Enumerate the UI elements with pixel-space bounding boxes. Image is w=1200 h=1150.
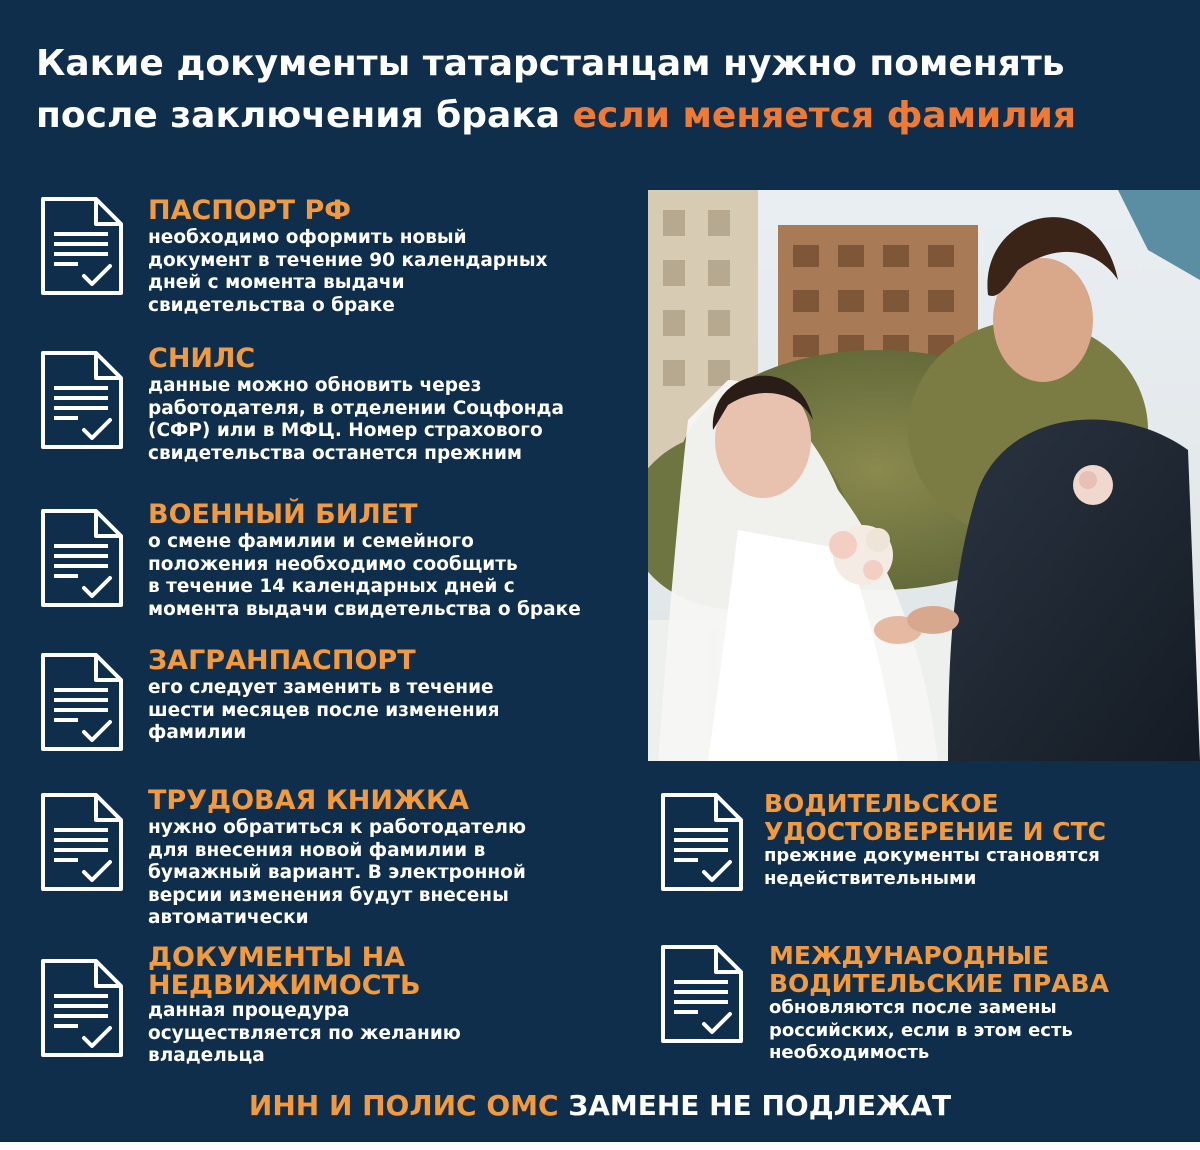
title-line: ВОДИТЕЛЬСКИЕ ПРАВА [769,969,1109,998]
title-line: УДОСТОВЕРЕНИЕ И СТС [764,817,1106,846]
description-line: работодателя, в отделении Соцфонда [148,397,564,419]
document-check-icon [40,652,124,752]
item-description [148,817,526,930]
item-title [769,942,1109,998]
description-line: данная процедура [148,1000,350,1021]
item-description [764,845,1100,890]
description-line: фамилии [148,722,247,743]
document-check-icon [40,196,124,296]
item-description [148,531,581,621]
item-description [148,375,564,465]
item-title [148,944,421,1000]
item-description [148,677,500,745]
document-check-icon [40,958,124,1058]
item-title: ЗАГРАНПАСПОРТ [148,645,416,676]
footer-accent: ИНН И ПОЛИС ОМС [248,1089,559,1122]
description-line: для внесения новой фамилии в [148,839,486,861]
description-line: бумажный вариант. В электронной [148,862,526,883]
description-line: в течение 14 календарных дней с [148,576,515,597]
document-check-icon [40,508,124,608]
title-line: ВОДИТЕЛЬСКОЕ [764,789,999,818]
description-line: дней с момента выдачи [148,272,405,293]
document-check-icon [660,792,744,892]
description-line: (СФР) или в МФЦ. Номер страхового [148,420,543,441]
description-line: осуществляется по желанию [148,1022,461,1044]
description-line: автоматически [148,907,309,928]
title-line: НЕДВИЖИМОСТЬ [148,970,421,1001]
title-line: МЕЖДУНАРОДНЫЕ [769,941,1050,970]
page-title [36,38,1176,142]
item-title [764,790,1106,846]
description-line: документ в течение 90 календарных [148,249,548,271]
description-line: нужно обратиться к работодателю [148,817,526,838]
item-title: ВОЕННЫЙ БИЛЕТ [148,499,418,530]
item-description [148,1000,461,1068]
description-line: российских, если в этом есть [769,1019,1073,1041]
document-check-icon [40,792,124,892]
description-line: владельца [148,1045,265,1066]
description-line: момента выдачи свидетельства о браке [148,598,581,620]
footer-text: ЗАМЕНЕ НЕ ПОДЛЕЖАТ [558,1089,952,1122]
item-title: ПАСПОРТ РФ [148,195,352,226]
title-line-2 [36,90,1176,142]
description-line: данные можно обновить через [148,375,482,396]
title-line-2-prefix: после заключения брака [36,95,573,136]
description-line: положения необходимо сообщить [148,553,518,575]
title-line-1: Какие документы татарстанцам нужно поменять [36,43,1065,84]
item-title: СНИЛС [148,343,256,374]
bottom-border [0,1142,1200,1150]
document-check-icon [660,944,744,1044]
description-line: свидетельства о браке [148,294,395,316]
description-line: шести месяцев после изменения [148,699,500,721]
item-title: ТРУДОВАЯ КНИЖКА [148,785,469,816]
description-line: обновляются после замены [769,997,1057,1018]
wedding-couple-image [648,190,1200,761]
description-line: свидетельства останется прежним [148,442,523,464]
description-line: его следует заменить в течение [148,677,494,698]
footer-note [0,1088,1200,1124]
description-line: недействительными [764,867,977,889]
description-line: прежние документы становятся [764,845,1100,866]
item-description [148,227,548,317]
title-line: ДОКУМЕНТЫ НА [148,942,406,973]
title-accent: если меняется фамилия [572,95,1076,136]
description-line: о смене фамилии и семейного [148,531,474,552]
wedding-photo [648,190,1200,761]
item-description [769,997,1073,1065]
document-check-icon [40,350,124,450]
description-line: версии изменения будут внесены [148,884,509,906]
description-line: необходимо оформить новый [148,227,467,248]
description-line: необходимость [769,1042,930,1063]
